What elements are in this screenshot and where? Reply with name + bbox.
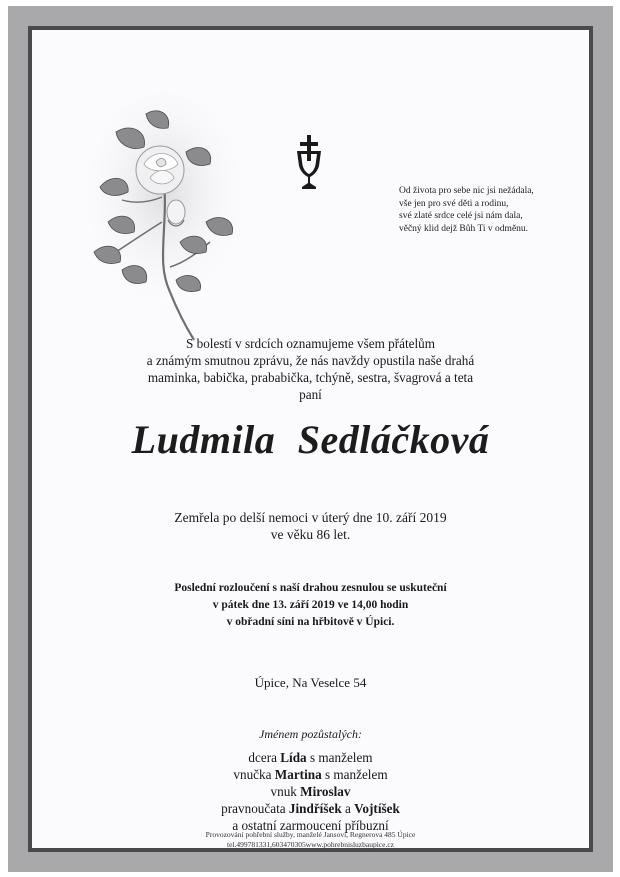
announcement-text [32,335,589,403]
farewell-line: v obřadní síni na hřbitově v Úpici. [226,616,395,628]
verse [399,185,579,235]
farewell-details [32,580,589,631]
mourners-header: Jménem pozůstalých: [259,727,362,741]
mourner-line: a ostatní zarmoucení příbuzní [232,818,389,833]
mourner-line: vnuk Miroslav [270,784,351,799]
card-body [32,30,589,848]
mourners [32,726,589,834]
mourner-name: Miroslav [300,784,351,799]
deceased-name [32,416,589,463]
footer-line: tel.499781331,603470305www.pohrebnisluzbaupice.cz [227,840,394,849]
farewell-line: Poslední rozloučení s naší drahou zesnulou se uskuteční [174,582,447,594]
announcement-line: maminka, babička, prababička, tchýně, sestra, švagrová a teta [147,370,474,385]
announcement-line: a známým smutnou zprávu, že nás navždy opustila naše drahá [146,353,475,368]
verse-line: vše jen pro své děti a rodinu, [399,198,509,209]
rose-bloom [136,146,184,194]
farewell-line: v pátek dne 13. září 2019 ve 14,00 hodin [212,599,409,611]
card-frame [28,26,593,852]
footer-line: Provozování pohřební služby, manželé Jansovi, Regnerova 485 Úpice [205,830,416,839]
rose-bud [167,200,185,226]
rose-illustration [86,92,246,342]
death-details [32,509,589,543]
funeral-service-footer [32,830,589,850]
announcement-line: paní [299,387,322,402]
mourner-name: Lída [280,750,307,765]
death-date: Zemřela po delší nemoci v úterý dne 10. září 2019 [174,510,447,525]
mourner-name: Martina [274,767,322,782]
address: Úpice, Na Veselce 54 [254,675,367,690]
deceased-first-name: Ludmila [131,417,276,462]
mourner-name: Jindříšek [288,801,342,816]
deceased-last-name: Sedláčková [297,417,490,462]
verse-line: Od života pro sebe nic jsi nežádala, [399,186,534,196]
mourner-line: dcera Lída s manželem [248,750,373,765]
mourner-line: pravnoučata Jindříšek a Vojtíšek [221,801,400,816]
death-age: ve věku 86 let. [270,527,351,542]
verse-line: věčný klid dejž Bůh Ti v odměnu. [399,223,529,234]
verse-line: své zlaté srdce celé jsi nám dala, [399,211,523,221]
mourner-name: Vojtíšek [354,801,400,816]
announcement-line: S bolestí v srdcích oznamujeme všem přátelům [185,336,436,351]
mourner-line: vnučka Martina s manželem [233,767,388,782]
card-border [8,6,613,872]
cross-chalice-icon [294,133,324,191]
